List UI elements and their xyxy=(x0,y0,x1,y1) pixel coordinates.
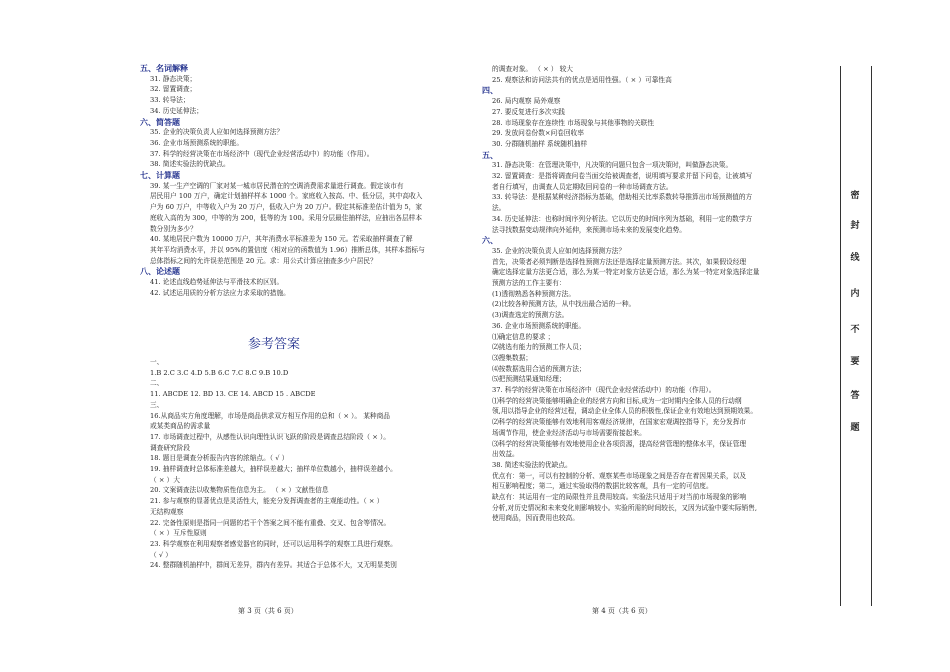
text-line: 33. 转导法：是根据某种经济指标为基础，借助相关比率系数转导推算出市场预测值的方 xyxy=(492,193,753,202)
text-line: 法寻找数据变动规律向外延伸，来预测市场未来的发展变化趋势。 xyxy=(492,225,686,234)
section-heading: 五、 xyxy=(482,150,498,160)
text-line: ⑶科学的经营决策能够有效地使用企业各项资源，提高经营管理的整体水平，保证管理 xyxy=(492,439,747,448)
answers-title: 参考答案 xyxy=(248,337,301,352)
text-line: 38. 简述实验法的优缺点。 xyxy=(150,160,230,169)
text-line: 居民用户 100 万户，确定计划抽样样本 1000 个。家庭收入按高、中、低分层，其中高收入 xyxy=(150,192,423,201)
text-line: ⑵挑选有能力的预测工作人员； xyxy=(492,343,586,352)
text-line: 优点有：第一，可以有控制的分析、观察某些市场现象之间是否存在着因果关系，以及 xyxy=(492,471,747,480)
text-line: 或某类商品的需求量 xyxy=(150,422,211,431)
text-line: 20. 文案调查法以收集物质性信息为主。 （ × ）文献性信息 xyxy=(150,486,329,495)
text-line: 一、 xyxy=(150,358,164,366)
text-line: 预测方法的工作主要有： xyxy=(492,279,566,287)
text-line: 分析,对历史情况和未来变化则影响较小。实验所需的时间较长，又因为试验中要实际销售, xyxy=(492,503,758,512)
text-line: (2)比较各种预测方法，从中找出最合适的一种。 xyxy=(492,300,636,309)
seal-line-margin xyxy=(840,66,872,606)
section-heading: 六、 xyxy=(482,236,498,246)
text-line: 26. 局内观察 局外观察 xyxy=(492,97,561,106)
text-line: 17. 市场调查过程中，从感性认识向理性认识飞跃的阶段是调查总结阶段（ × ）。 xyxy=(150,432,390,441)
text-line: 二、 xyxy=(150,379,164,388)
text-line: 领,用以指导企业的经营过程，调动企业全体人员的积极性,保证企业有效地达到预期效果。 xyxy=(492,407,758,416)
seal-char: 内 xyxy=(850,289,860,299)
page-number-left: 第 3 页（共 6 页） xyxy=(238,607,298,615)
text-line: （ × ）大 xyxy=(150,475,180,484)
text-line: 41. 论述直线趋势延伸法与平滑技术的区别。 xyxy=(150,278,284,286)
text-line: 出效益。 xyxy=(492,450,519,459)
seal-char: 题 xyxy=(850,423,860,433)
section-heading: 八、论述题 xyxy=(140,267,180,277)
text-line: （ √ ） xyxy=(150,550,172,559)
text-line: 的调查对象。 （ × ） 较大 xyxy=(492,65,573,73)
section-heading: 六、简答题 xyxy=(140,117,180,127)
section-heading: 四、 xyxy=(482,86,498,96)
text-line: ⑷按数据选用合适的预测方法； xyxy=(492,364,586,373)
seal-char: 线 xyxy=(850,253,860,263)
text-line: 39. 某一生产空调的厂家对某一城市居民潜在的空调消费需求量进行调查。假定该市有 xyxy=(150,181,404,190)
text-line: 法。 xyxy=(492,204,506,213)
page-number-right: 第 4 页（共 6 页） xyxy=(592,607,652,615)
text-line: (1)透彻熟悉各种预测方法。 xyxy=(492,289,576,298)
text-line: ⑵科学的经营决策能够有效地利用客观经济规律，在国家宏观调控指导下，充分发挥市 xyxy=(492,418,747,427)
text-line: 调查研究阶段 xyxy=(150,443,191,452)
seal-char: 封 xyxy=(850,221,860,231)
text-line: 22. 完备性原则是指同一问题的若干个答案之间不能有重叠、交叉、包含等情况。 xyxy=(150,518,391,527)
text-line: （ × ）互斥性原则 xyxy=(150,529,207,538)
text-line: 数分别为多少？ xyxy=(150,224,197,233)
seal-char: 密 xyxy=(850,191,860,201)
text-line: 11. ABCDE 12. BD 13. CE 14. ABCD 15 . ABCDE xyxy=(150,390,316,399)
text-line: 36. 企业市场预测系统的职能。 xyxy=(492,321,586,330)
text-line: 35. 企业的决策负责人应如何选择预测方法？ xyxy=(492,246,626,255)
text-line: ⑶搜集数据； xyxy=(492,353,533,362)
text-line: 29. 发放问卷份数×问卷回收率 xyxy=(492,129,584,138)
text-line: 相互影响程度；第二，通过实验取得的数据比较客观，具有一定的可信度。 xyxy=(492,482,713,491)
text-line: 30. 分群随机抽样 系统随机抽样 xyxy=(492,139,588,148)
text-line: 庭收入高的为 300，中等的为 200，低等的为 100。采用分层最佳抽样法，应抽出各层样本 xyxy=(150,213,423,222)
text-line: 无结构观察 xyxy=(150,507,184,516)
text-line: 16.从商品实方角度理解，市场是商品供求双方相互作用的总和（ × ）。 某种商品 xyxy=(150,411,390,420)
text-line: 37. 科学的经营决策在市场经济中（现代企业经营活动中）的功能（作用）。 xyxy=(150,149,374,158)
section-heading: 五、名词解释 xyxy=(140,64,188,73)
text-line: ⑴确定信息的要求 ； xyxy=(492,332,555,341)
text-line: 32. 留置调查； xyxy=(150,85,197,94)
text-line: 24. 整群随机抽样中，群间无差异，群内有差异。其适合于总体不大，又无明显类别 xyxy=(150,561,397,570)
text-line: (3)调查选定的预测方法。 xyxy=(492,311,569,320)
text-line: ⑴科学的经营决策能够明确企业的经营方向和目标,成为一定时期内全体人员的行动纲 xyxy=(492,396,742,405)
text-line: 首先，决策者必须判断是选择性预测方法还是选择定量预测方法。其次，如果假设经理 xyxy=(492,257,747,266)
text-line: 38. 简述实验法的优缺点。 xyxy=(492,460,572,469)
text-line: 确定选择定量方法更合适，那么为某一特定对象方法更合适，那么为某一特定对象选择定量 xyxy=(492,268,760,277)
text-line: 31. 静态决策； xyxy=(150,74,197,83)
seal-char: 不 xyxy=(850,325,860,335)
section-heading: 七、计算题 xyxy=(140,171,180,180)
text-line: 35. 企业的决策负责人应如何选择预测方法？ xyxy=(150,128,284,137)
text-line: 使用商品，因而费用也较高。 xyxy=(492,514,579,523)
text-line: 28. 市场现象存在连续性 市场现象与其他事物的关联性 xyxy=(492,118,655,127)
text-line: 者自行填写，由调查人员定期收回问卷的一种市场调查方法。 xyxy=(492,182,673,191)
text-line: 25. 观察法和访问法共有的优点是适用性强。（ × ）可靠性高 xyxy=(492,75,672,84)
text-line: 户为 60 万户，中等收入户为 20 万户，低收入户为 20 万户。假定其标准差估计值为 5，家 xyxy=(150,203,423,212)
text-line: 37. 科学的经营决策在市场经济中（现代企业经营活动中）的功能（作用）。 xyxy=(492,386,716,394)
seal-char: 答 xyxy=(850,391,860,401)
text-line: 缺点有：其运用有一定的局限性并且费用较高。实验法只适用于对当前市场现象的影响 xyxy=(492,493,747,501)
text-line: 40. 某地居民户数为 10000 万户，其年消费水平标准差为 150 元。若采取抽样调查了解 xyxy=(150,235,413,244)
text-line: 31. 静态决策：在管理决策中，凡决策的问题只包含一项决策时，叫做静态决策。 xyxy=(492,161,733,170)
text-line: 33. 转导法； xyxy=(150,96,190,105)
text-line: 三、 xyxy=(150,400,164,409)
text-line: 34. 历史延伸法； xyxy=(150,106,203,115)
text-line: 1.B 2.C 3.C 4.D 5.B 6.C 7.C 8.C 9.B 10.D xyxy=(150,368,289,377)
text-line: 总体指标之间的允许误差范围是 20 元。求：用公式计算应抽查多少户居民？ xyxy=(150,256,377,265)
text-line: 34. 历史延伸法：也称时间序列分析法。它以历史的时间序列为基础，利用一定的数学方 xyxy=(492,214,753,223)
text-line: 23. 科学观察在利用观察者感觉器官的同时，还可以运用科学的观察工具进行观察。 xyxy=(150,539,397,548)
text-line: 42. 试述运用质的分析方法应力求采取的措施。 xyxy=(150,288,290,297)
seal-char: 要 xyxy=(850,357,860,367)
text-line: 27. 要反复进行多次实践 xyxy=(492,107,565,116)
text-line: 其年平均消费水平，并以 95%的置信度（相对应的函数值为 1.96）推断总体，其样本指标与 xyxy=(150,245,425,254)
text-line: 19. 抽样调查时总体标准差越大，抽样误差越大；抽样单位数越小，抽样误差越小。 xyxy=(150,465,397,473)
text-line: 32. 留置调查：是指将调查问卷当面交给被调查者，说明填写要求并留下问卷，让被填写 xyxy=(492,172,753,180)
text-line: 18. 题目是调查分析报告内容的浓缩点。（ √ ） xyxy=(150,454,289,463)
text-line: 场调节作用，使企业经济活动与市场需要衔接起来。 xyxy=(492,428,646,437)
text-line: 36. 企业市场预测系统的职能。 xyxy=(150,138,244,147)
text-line: ⑸把预测结果通知经理； xyxy=(492,375,566,384)
text-line: 21. 参与观察的显著优点是灵活性大，能充分发挥调查者的主观能动性。（ × ） xyxy=(150,497,384,506)
